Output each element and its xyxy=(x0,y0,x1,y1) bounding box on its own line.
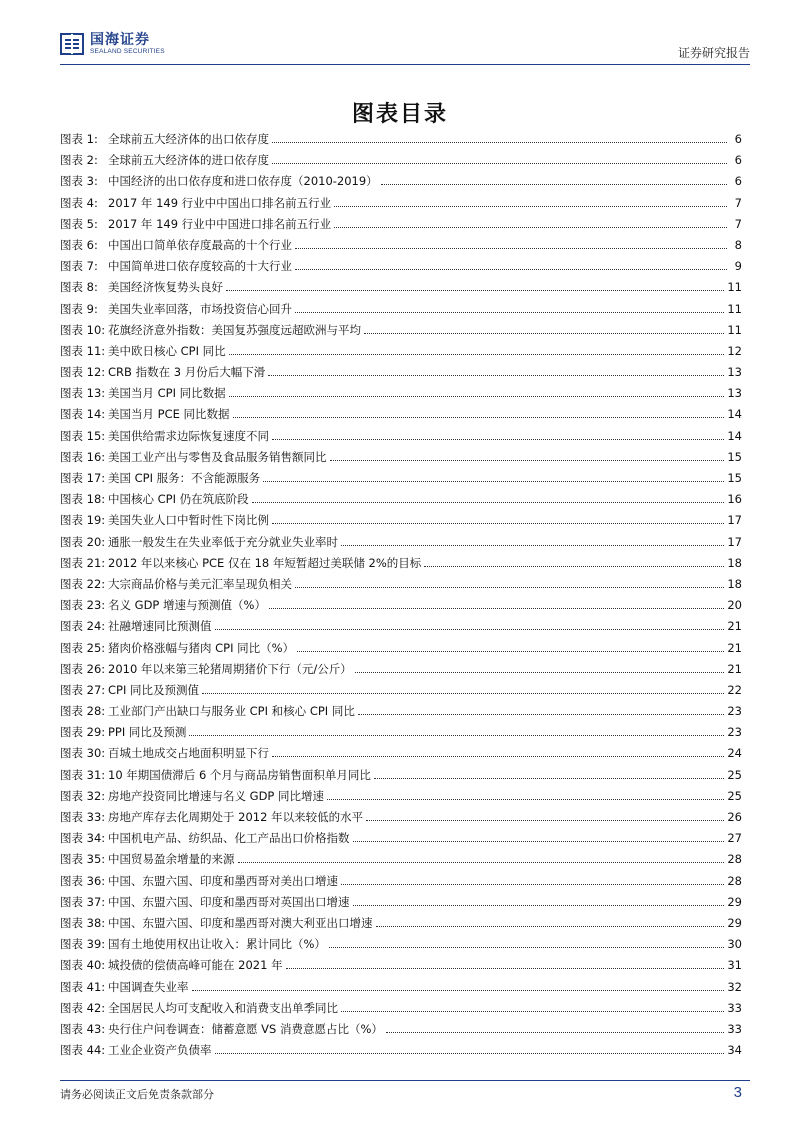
toc-entry-label: 图表 36: xyxy=(60,873,106,888)
dot-leader xyxy=(358,714,725,715)
toc-entry-title: 美中欧日核心 CPI 同比 xyxy=(108,343,226,358)
toc-entry-title: CRB 指数在 3 月份后大幅下滑 xyxy=(108,365,266,380)
toc-entry-label: 图表 40: xyxy=(60,958,106,973)
toc-entry-page: 20 xyxy=(727,598,742,613)
toc-entry[interactable] xyxy=(60,173,742,194)
toc-entry-title: 中国调查失业率 xyxy=(108,979,189,994)
toc-entry-title: 美国失业人口中暂时性下岗比例 xyxy=(108,513,269,528)
toc-entry[interactable] xyxy=(60,915,742,936)
toc-entry-page: 29 xyxy=(727,915,742,930)
toc-entry-title: 城投债的偿债高峰可能在 2021 年 xyxy=(108,958,283,973)
report-type: 证券研究报告 xyxy=(677,46,750,60)
toc-entry[interactable] xyxy=(60,301,742,322)
dot-leader xyxy=(268,375,724,376)
dot-leader xyxy=(381,184,727,185)
toc-entry-label: 图表 18: xyxy=(60,492,106,507)
page-title: 图表目录 xyxy=(351,101,448,127)
toc-entry-title: 2012 年以来核心 PCE 仅在 18 年短暂超过美联储 2%的目标 xyxy=(108,555,422,570)
dot-leader xyxy=(376,926,725,927)
toc-entry[interactable] xyxy=(60,936,742,957)
toc-entry-page: 14 xyxy=(727,407,742,422)
toc-entry-page: 15 xyxy=(727,449,742,464)
dot-leader xyxy=(272,142,727,143)
toc-entry-title: 美国当月 CPI 同比数据 xyxy=(108,386,226,401)
toc-entry-page: 28 xyxy=(727,852,742,867)
toc-entry-title: 2010 年以来第三轮猪周期猪价下行（元/公斤） xyxy=(108,661,352,676)
toc-entry-title: 2017 年 149 行业中中国出口排名前五行业 xyxy=(108,195,332,210)
toc-entry-label: 图表 4: xyxy=(60,195,98,210)
toc-entry-title: CPI 同比及预测值 xyxy=(108,682,200,697)
toc-entry-page: 24 xyxy=(727,746,742,761)
dot-leader xyxy=(353,905,725,906)
toc-entry-title: 全球前五大经济体的进口依存度 xyxy=(108,153,269,168)
toc-entry-page: 18 xyxy=(727,555,742,570)
toc-entry-label: 图表 12: xyxy=(60,365,106,380)
toc-entry[interactable] xyxy=(60,894,742,915)
toc-entry[interactable] xyxy=(60,491,742,512)
toc-entry-page: 16 xyxy=(727,492,742,507)
toc-entry[interactable] xyxy=(60,279,742,300)
dot-leader xyxy=(269,608,724,609)
dot-leader xyxy=(330,460,725,461)
toc-entry[interactable] xyxy=(60,618,742,639)
toc-entry-title: 美国工业产出与零售及食品服务销售额同比 xyxy=(108,449,327,464)
toc-entry[interactable] xyxy=(60,216,742,237)
toc-entry-label: 图表 22: xyxy=(60,576,106,591)
toc-entry-title: 国有土地使用权出让收入：累计同比（%） xyxy=(108,937,326,952)
toc-entry-label: 图表 29: xyxy=(60,725,106,740)
toc-entry-label: 图表 6: xyxy=(60,237,98,252)
toc-entry-label: 图表 5: xyxy=(60,216,98,231)
toc-entry-label: 图表 7: xyxy=(60,259,98,274)
toc-entry-page: 34 xyxy=(727,1043,742,1058)
toc-entry-title: 名义 GDP 增速与预测值（%） xyxy=(108,598,266,613)
toc-entry-label: 图表 17: xyxy=(60,471,106,485)
toc-entry-title: 房地产投资同比增速与名义 GDP 同比增速 xyxy=(108,788,325,803)
toc-entry-label: 图表 31: xyxy=(60,767,106,782)
page-number: 3 xyxy=(733,1084,742,1101)
toc-entry-page: 21 xyxy=(727,640,742,655)
page-header xyxy=(60,30,750,66)
toc-entry-label: 图表 43: xyxy=(60,1021,106,1036)
toc-entry-page: 11 xyxy=(727,280,742,295)
toc-entry[interactable] xyxy=(60,534,742,555)
brand-logo xyxy=(60,32,165,56)
dot-leader xyxy=(263,481,724,482)
header-divider xyxy=(60,64,750,65)
toc-entry-page: 6 xyxy=(734,174,742,189)
dot-leader xyxy=(286,968,725,969)
toc-entry-label: 图表 28: xyxy=(60,704,106,719)
toc-entry-title: 中国核心 CPI 仍在筑底阶段 xyxy=(108,492,249,507)
toc-entry[interactable] xyxy=(60,703,742,724)
toc-entry-label: 图表 19: xyxy=(60,513,106,528)
toc-entry[interactable] xyxy=(60,555,742,576)
toc-entry-page: 12 xyxy=(727,343,742,358)
dot-leader xyxy=(295,312,724,313)
toc-entry[interactable] xyxy=(60,1021,742,1042)
toc-entry-page: 11 xyxy=(727,322,742,337)
toc-entry[interactable] xyxy=(60,449,742,470)
toc-entry-page: 30 xyxy=(727,937,742,952)
toc-entry-page: 33 xyxy=(727,1021,742,1036)
toc-entry[interactable] xyxy=(60,385,742,406)
toc-entry-label: 图表 42: xyxy=(60,1000,106,1015)
toc-entry[interactable] xyxy=(60,767,742,788)
dot-leader xyxy=(226,290,724,291)
toc-entry-title: 中国机电产品、纺织品、化工产品出口价格指数 xyxy=(108,831,350,846)
toc-entry-page: 25 xyxy=(727,788,742,803)
dot-leader xyxy=(295,248,727,249)
dot-leader xyxy=(295,269,727,270)
toc-entry-title: 10 年期国债滞后 6 个月与商品房销售面积单月同比 xyxy=(108,767,371,782)
toc-entry[interactable] xyxy=(60,682,742,703)
toc-entry-page: 23 xyxy=(727,704,742,719)
toc-entry-label: 图表 34: xyxy=(60,831,106,846)
toc-entry-page: 6 xyxy=(734,132,742,146)
dot-leader xyxy=(215,1053,725,1054)
figure-index-list xyxy=(60,131,742,1063)
toc-entry-page: 15 xyxy=(727,471,742,485)
toc-entry[interactable] xyxy=(60,343,742,364)
brand-name-en: SEALAND SECURITIES xyxy=(90,47,165,55)
dot-leader xyxy=(327,799,724,800)
toc-entry-label: 图表 27: xyxy=(60,682,106,697)
toc-entry-label: 图表 10: xyxy=(60,322,106,337)
toc-entry[interactable] xyxy=(60,131,742,152)
toc-entry[interactable] xyxy=(60,809,742,830)
toc-entry[interactable] xyxy=(60,152,742,173)
toc-entry-page: 26 xyxy=(727,810,742,824)
toc-entry-page: 21 xyxy=(727,619,742,634)
toc-entry-page: 17 xyxy=(727,534,742,549)
toc-entry[interactable] xyxy=(60,640,742,661)
toc-entry[interactable] xyxy=(60,957,742,978)
toc-entry-label: 图表 13: xyxy=(60,386,106,401)
toc-entry-label: 图表 26: xyxy=(60,661,106,676)
toc-entry-label: 图表 30: xyxy=(60,746,106,761)
toc-entry-label: 图表 8: xyxy=(60,280,98,295)
toc-entry[interactable] xyxy=(60,237,742,258)
toc-entry[interactable] xyxy=(60,724,742,745)
toc-entry-title: 中国、东盟六国、印度和墨西哥对英国出口增速 xyxy=(108,894,350,909)
toc-entry[interactable] xyxy=(60,576,742,597)
toc-entry-title: 中国贸易盈余增量的来源 xyxy=(108,852,235,867)
footer-divider xyxy=(60,1080,750,1081)
toc-entry[interactable] xyxy=(60,364,742,385)
toc-entry-page: 13 xyxy=(727,365,742,380)
dot-leader xyxy=(329,947,724,948)
toc-entry-page: 29 xyxy=(727,894,742,909)
dot-leader xyxy=(341,884,724,885)
toc-entry[interactable] xyxy=(60,597,742,618)
toc-entry-title: 大宗商品价格与美元汇率呈现负相关 xyxy=(108,576,292,591)
dot-leader xyxy=(386,1032,724,1033)
toc-entry-title: 百城土地成交占地面积明显下行 xyxy=(108,746,269,761)
dot-leader xyxy=(272,523,724,524)
toc-entry-page: 8 xyxy=(734,237,742,252)
toc-entry-title: PPI 同比及预测 xyxy=(108,725,187,740)
toc-entry-label: 图表 1: xyxy=(60,132,98,146)
toc-entry-title: 猪肉价格涨幅与猪肉 CPI 同比（%） xyxy=(108,640,295,655)
toc-entry-label: 图表 33: xyxy=(60,810,106,824)
toc-entry-title: 工业企业资产负债率 xyxy=(108,1043,212,1058)
toc-entry-title: 全国居民人均可支配收入和消费支出单季同比 xyxy=(108,1000,338,1015)
toc-entry-page: 27 xyxy=(727,831,742,846)
toc-entry-page: 9 xyxy=(734,259,742,274)
toc-entry[interactable] xyxy=(60,851,742,872)
dot-leader xyxy=(364,333,724,334)
toc-entry-label: 图表 15: xyxy=(60,428,106,443)
toc-entry[interactable] xyxy=(60,830,742,851)
toc-entry-label: 图表 41: xyxy=(60,979,106,994)
toc-entry-label: 图表 16: xyxy=(60,449,106,464)
brand-name-cn: 国海证券 xyxy=(90,31,150,48)
dot-leader xyxy=(229,354,725,355)
toc-entry-label: 图表 32: xyxy=(60,788,106,803)
toc-entry-page: 7 xyxy=(734,216,742,231)
dot-leader xyxy=(334,227,727,228)
toc-entry-page: 13 xyxy=(727,386,742,401)
toc-entry-title: 工业部门产出缺口与服务业 CPI 和核心 CPI 同比 xyxy=(108,704,355,719)
toc-entry-label: 图表 9: xyxy=(60,301,98,316)
sealand-logo-icon xyxy=(60,32,84,56)
dot-leader xyxy=(353,841,725,842)
toc-entry-label: 图表 35: xyxy=(60,852,106,867)
dot-leader xyxy=(252,502,725,503)
dot-leader xyxy=(341,545,724,546)
toc-entry-page: 18 xyxy=(727,576,742,591)
toc-entry-label: 图表 37: xyxy=(60,894,106,909)
toc-entry-page: 25 xyxy=(727,767,742,782)
toc-entry-title: 美国供给需求边际恢复速度不同 xyxy=(108,428,269,443)
dot-leader xyxy=(215,629,725,630)
toc-entry-label: 图表 2: xyxy=(60,153,98,168)
dot-leader xyxy=(229,396,725,397)
toc-entry-title: 社融增速同比预测值 xyxy=(108,619,212,634)
toc-entry[interactable] xyxy=(60,873,742,894)
dot-leader xyxy=(424,566,724,567)
toc-entry-page: 33 xyxy=(727,1000,742,1015)
dot-leader xyxy=(189,735,724,736)
toc-entry-page: 31 xyxy=(727,958,742,973)
toc-entry-title: 美国当月 PCE 同比数据 xyxy=(108,407,230,422)
toc-entry-label: 图表 20: xyxy=(60,534,106,549)
toc-entry[interactable] xyxy=(60,661,742,682)
toc-entry-title: 中国经济的出口依存度和进口依存度（2010-2019） xyxy=(108,174,378,189)
toc-entry-label: 图表 11: xyxy=(60,343,106,358)
dot-leader xyxy=(272,756,724,757)
dot-leader xyxy=(272,163,727,164)
toc-entry-page: 6 xyxy=(734,153,742,168)
toc-entry-title: 全球前五大经济体的出口依存度 xyxy=(108,132,269,146)
toc-entry-label: 图表 23: xyxy=(60,598,106,613)
toc-entry-page: 23 xyxy=(727,725,742,740)
toc-entry[interactable] xyxy=(60,788,742,809)
dot-leader xyxy=(238,862,725,863)
toc-entry-title: 2017 年 149 行业中中国进口排名前五行业 xyxy=(108,216,332,231)
dot-leader xyxy=(366,820,724,821)
toc-entry-label: 图表 21: xyxy=(60,555,106,570)
toc-entry-label: 图表 38: xyxy=(60,915,106,930)
toc-entry-label: 图表 3: xyxy=(60,174,98,189)
toc-entry[interactable] xyxy=(60,745,742,766)
toc-entry[interactable] xyxy=(60,470,742,491)
toc-entry[interactable] xyxy=(60,406,742,427)
toc-entry-page: 17 xyxy=(727,513,742,528)
disclaimer-note: 请务必阅读正文后免责条款部分 xyxy=(60,1088,214,1101)
toc-entry-label: 图表 39: xyxy=(60,937,106,952)
toc-entry-title: 中国、东盟六国、印度和墨西哥对澳大利亚出口增速 xyxy=(108,915,373,930)
toc-entry-page: 21 xyxy=(727,661,742,676)
toc-entry-title: 中国出口简单依存度最高的十个行业 xyxy=(108,237,292,252)
toc-entry-label: 图表 14: xyxy=(60,407,106,422)
toc-entry-page: 11 xyxy=(727,301,742,316)
toc-entry-page: 22 xyxy=(727,682,742,697)
dot-leader xyxy=(355,672,725,673)
toc-entry-title: 通胀一般发生在失业率低于充分就业失业率时 xyxy=(108,534,338,549)
toc-entry-title: 中国简单进口依存度较高的十大行业 xyxy=(108,259,292,274)
toc-entry[interactable] xyxy=(60,1000,742,1021)
toc-entry-title: 美国 CPI 服务：不含能源服务 xyxy=(108,471,261,485)
toc-entry-page: 7 xyxy=(734,195,742,210)
toc-entry[interactable] xyxy=(60,258,742,279)
toc-entry-title: 房地产库存去化周期处于 2012 年以来较低的水平 xyxy=(108,810,364,824)
toc-entry-label: 图表 24: xyxy=(60,619,106,634)
toc-entry-page: 28 xyxy=(727,873,742,888)
toc-entry[interactable] xyxy=(60,428,742,449)
dot-leader xyxy=(334,206,727,207)
toc-entry-title: 美国经济恢复势头良好 xyxy=(108,280,223,295)
toc-entry-label: 图表 44: xyxy=(60,1043,106,1058)
dot-leader xyxy=(341,1011,724,1012)
toc-entry[interactable] xyxy=(60,512,742,533)
dot-leader xyxy=(192,990,725,991)
toc-entry-page: 14 xyxy=(727,428,742,443)
toc-entry-title: 美国失业率回落，市场投资信心回升 xyxy=(108,301,292,316)
dot-leader xyxy=(233,417,725,418)
dot-leader xyxy=(295,587,724,588)
toc-entry[interactable] xyxy=(60,1042,742,1063)
toc-entry-title: 中国、东盟六国、印度和墨西哥对美出口增速 xyxy=(108,873,338,888)
toc-entry-label: 图表 25: xyxy=(60,640,106,655)
dot-leader xyxy=(374,778,724,779)
toc-entry-page: 32 xyxy=(727,979,742,994)
dot-leader xyxy=(272,439,724,440)
toc-entry[interactable] xyxy=(60,195,742,216)
toc-entry-title: 央行住户问卷调查：储蓄意愿 VS 消费意愿占比（%） xyxy=(108,1021,383,1036)
toc-entry-title: 花旗经济意外指数：美国复苏强度远超欧洲与平均 xyxy=(108,322,361,337)
toc-entry[interactable] xyxy=(60,322,742,343)
dot-leader xyxy=(297,651,724,652)
toc-entry[interactable] xyxy=(60,979,742,1000)
dot-leader xyxy=(202,693,724,694)
